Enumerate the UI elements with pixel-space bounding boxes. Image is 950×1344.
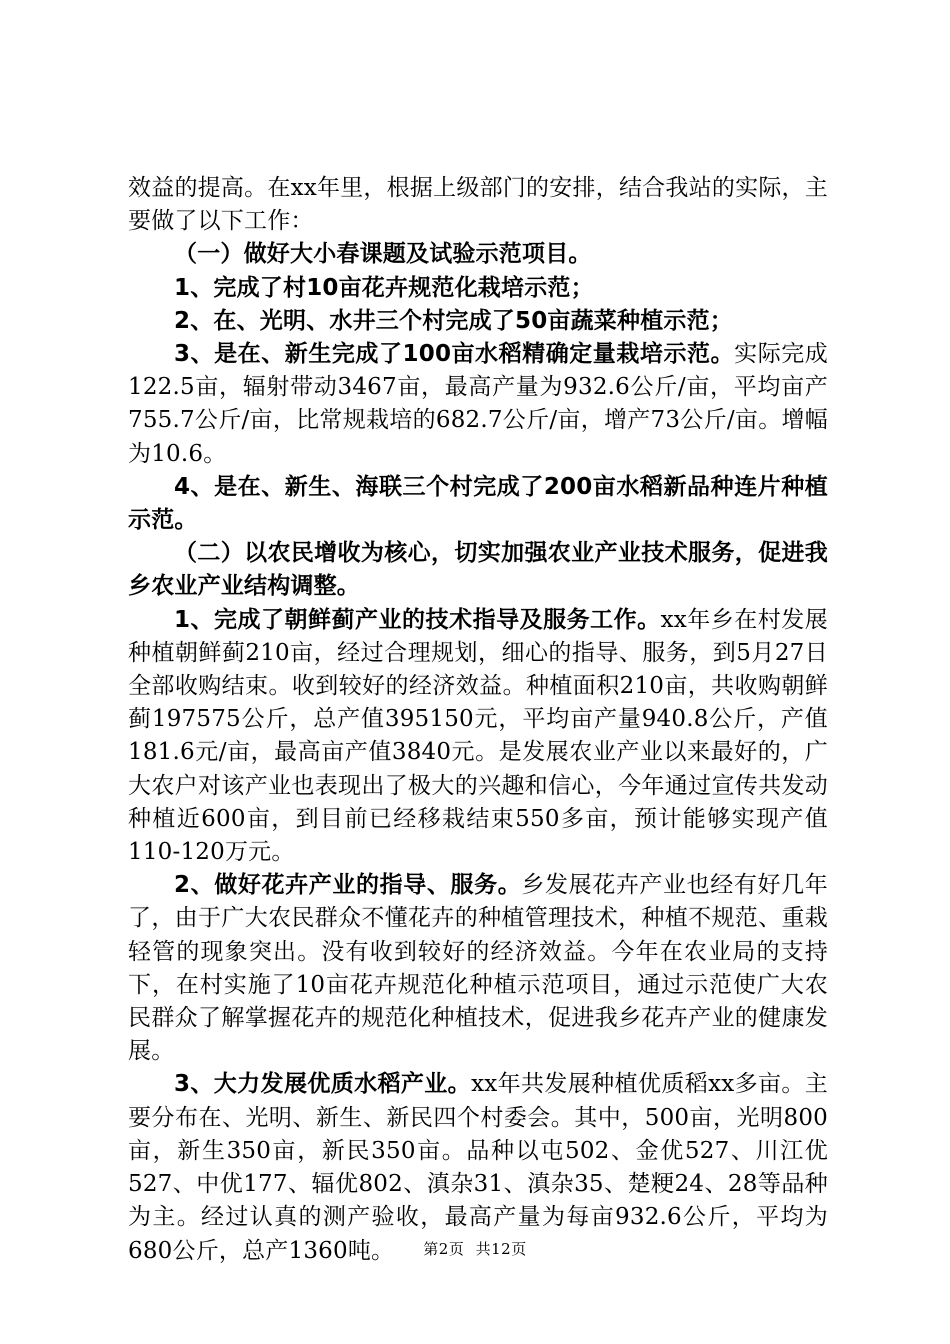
list-item-1-3-lead: 3、是在、新生完成了100亩水稻精确定量栽培示范。	[174, 341, 735, 368]
page-number: 第2页	[423, 1240, 465, 1258]
page-footer	[0, 1238, 950, 1259]
list-item-2-2-body: 乡发展花卉产业也经有好几年了，由于广大农民群众不懂花卉的种植管理技术，种植不规范、重栽轻管的现象突出。没有收到较好的经济效益。今年在农业局的支持下，在村实施了10亩花卉规范化种植示范项目，通过示范使广大农民群众了解掌握花卉的规范化种植技术，促进我乡花卉产业的健康发展。	[128, 872, 828, 1065]
page-total: 共12页	[475, 1240, 527, 1258]
list-item-1-3	[128, 338, 828, 471]
list-item-2-1-body: xx年乡在村发展种植朝鲜蓟210亩，经过合理规划，细心的指导、服务，到5月27日全部收购结束。收到较好的经济效益。种植面积210亩，共收购朝鲜蓟197575公斤，总产值395150元，平均亩产量940.8公斤，产值181.6元/亩，最高亩产值3840元。是发展农业产业以来最好的，广大农户对该产业也表现出了极大的兴趣和信心，今年通过宣传共发动种植近600亩，到目前已经移栽结束550多亩，预计能够实现产值110-120万元。	[128, 606, 828, 866]
list-item-2-1	[128, 604, 828, 870]
list-item-1-1: 1、完成了村10亩花卉规范化栽培示范；	[174, 274, 594, 301]
section-heading-1: （一）做好大小春课题及试验示范项目。	[174, 241, 592, 268]
list-item-1-2: 2、在、光明、水井三个村完成了50亩蔬菜种植示范；	[174, 307, 734, 334]
document-body	[128, 172, 828, 1268]
list-item-2-3-body: xx年共发展种植优质稻xx多亩。主要分布在、光明、新生、新民四个村委会。其中，500亩，光明800亩，新生350亩，新民350亩。品种以屯502、金优527、川江优527、中优177、辐优802、滇杂31、滇杂35、楚粳24、28等品种为主。经过认真的测产验收，最高产量为每亩932.6公斤，平均为680公斤，总产1360吨。	[128, 1071, 828, 1264]
list-item-2-2	[128, 869, 828, 1068]
list-item-2-3-lead: 3、大力发展优质水稻产业。	[174, 1071, 472, 1098]
list-item-1-3-body: 实际完成122.5亩，辐射带动3467亩，最高产量为932.6公斤/亩，平均亩产755.7公斤/亩，比常规栽培的682.7公斤/亩，增产73公斤/亩。增幅为10.6。	[128, 341, 828, 467]
section-heading-2: （二）以农民增收为核心，切实加强农业产业技术服务，促进我乡农业产业结构调整。	[128, 540, 828, 600]
paragraph-intro: 效益的提高。在xx年里，根据上级部门的安排，结合我站的实际，主要做了以下工作：	[128, 175, 828, 235]
list-item-2-2-lead: 2、做好花卉产业的指导、服务。	[174, 872, 522, 899]
list-item-2-1-lead: 1、完成了朝鲜蓟产业的技术指导及服务工作。	[174, 606, 661, 633]
list-item-1-4: 4、是在、新生、海联三个村完成了200亩水稻新品种连片种植示范。	[128, 473, 828, 534]
